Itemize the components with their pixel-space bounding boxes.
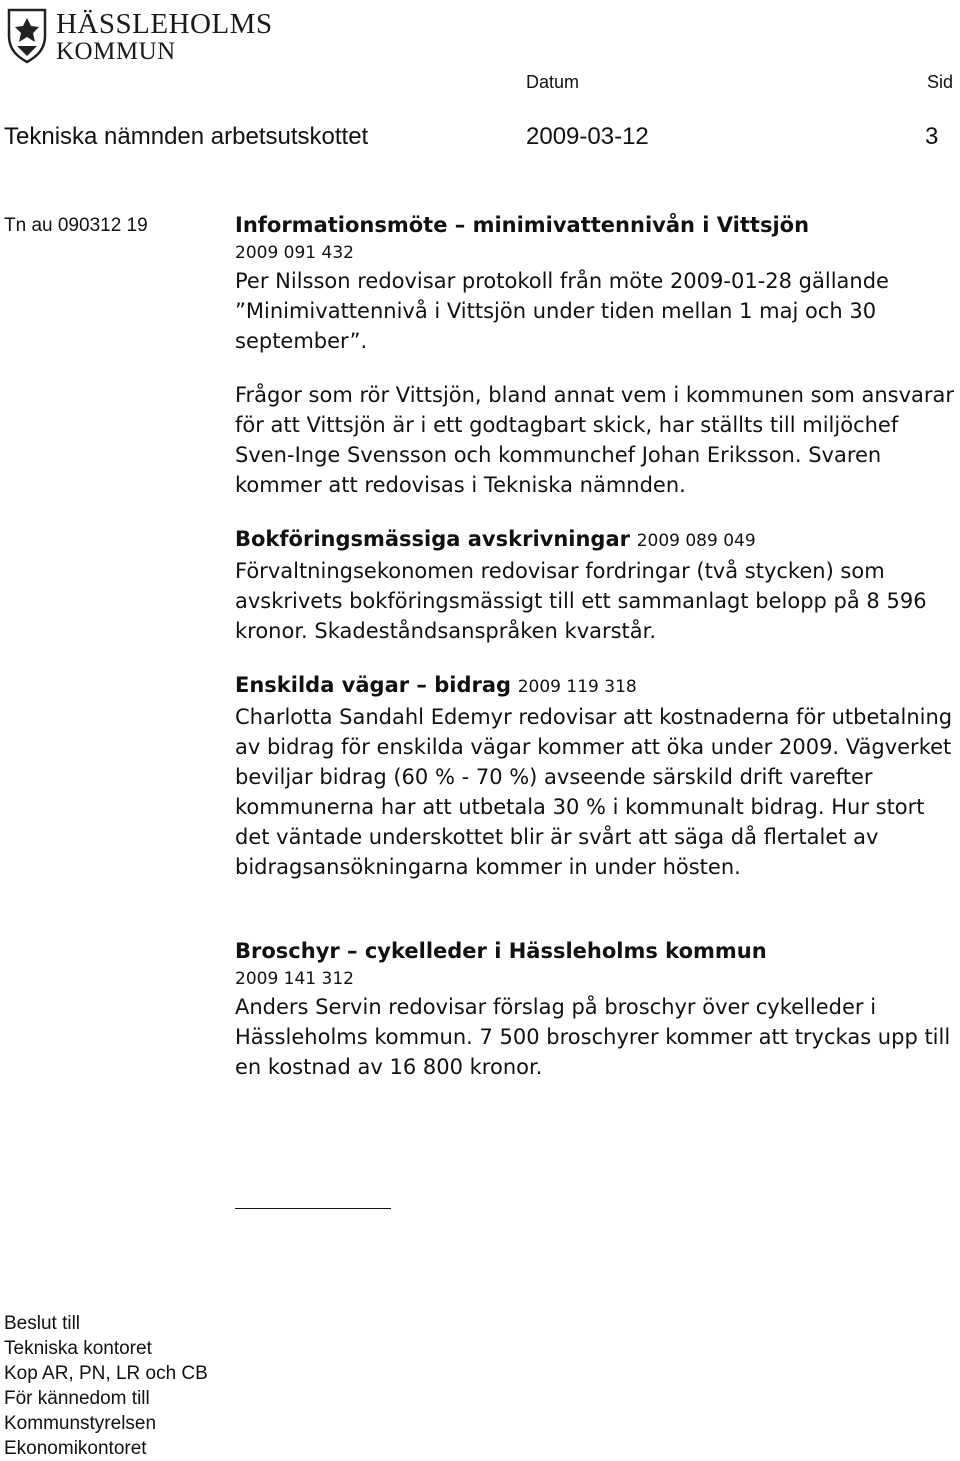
footer-line: För kännedom till [4, 1388, 150, 1409]
coat-of-arms-icon [6, 6, 48, 64]
item-4-title: Broschyr – cykelleder i Hässleholms kommun [235, 939, 767, 963]
footer-line: Beslut till [4, 1313, 81, 1334]
item-2 [235, 524, 955, 556]
item-1-text-2: Frågor som rör Vittsjön, bland annat vem i kommunen som ansvarar för att Vittsjön är i ett godtagbart skick, har ställts till miljöchef Sven-Inge Svensson och kommunchef Johan Eriksson. Svaren kommer att redovisas i Tekniska nämnden. [235, 383, 955, 497]
municipality-logo [6, 6, 273, 68]
item-2-title: Bokföringsmässiga avskrivningar [235, 527, 630, 551]
end-rule [235, 1208, 391, 1209]
item-3-text-1: Charlotta Sandahl Edemyr redovisar att kostnaderna för utbetalning av bidrag för enskilda vägar kommer att öka under 2009. Vägverket beviljar bidrag (60 % - 70 %) avseende särskild drift varefter kommunerna har att utbetala 30 % i kommunalt bidrag. Hur stort det väntade underskottet blir är svårt att säga då flertalet av bidragsansökningarna kommer in under hösten. [235, 705, 953, 879]
item-4-ref: 2009 141 312 [235, 969, 354, 989]
footer-line: Tekniska kontoret [4, 1338, 152, 1359]
item-3-ref: 2009 119 318 [517, 677, 637, 697]
item-1-ref: 2009 091 432 [235, 243, 354, 263]
minutes-content [235, 210, 955, 1082]
logo-line-2: KOMMUN [56, 38, 176, 65]
meeting-date: 2009-03-12 [526, 123, 649, 150]
distribution-list [4, 1311, 208, 1461]
sid-label: Sid [927, 72, 954, 92]
footer-line: Kommunstyrelsen [4, 1413, 157, 1434]
item-2-ref: 2009 089 049 [636, 531, 756, 551]
paragraph-number: Tn au 090312 19 [4, 215, 148, 236]
item-3-title: Enskilda vägar – bidrag [235, 673, 512, 697]
footer-line: Ekonomikontoret [4, 1438, 147, 1459]
footer-line: Kop AR, PN, LR och CB [4, 1363, 208, 1384]
datum-label: Datum [526, 72, 580, 92]
committee-name: Tekniska nämnden arbetsutskottet [4, 123, 369, 150]
item-1-text-1: Per Nilsson redovisar protokoll från möte 2009-01-28 gällande ”Minimivattennivå i Vittsjön under tiden mellan 1 maj och 30 september”. [235, 269, 889, 353]
logo-line-1: HÄSSLEHOLMS [56, 8, 273, 40]
item-2-text-1: Förvaltningsekonomen redovisar fordringar (två stycken) som avskrivets bokföringsmässigt till ett sammanlagt belopp på 8 596 kronor. Skadeståndsanspråken kvarstår. [235, 559, 927, 643]
item-1-title: Informationsmöte – minimivattennivån i Vittsjön [235, 213, 810, 237]
item-4-text-1: Anders Servin redovisar förslag på broschyr över cykelleder i Hässleholms kommun. 7 500 broschyrer kommer att tryckas upp till en kostnad av 16 800 kronor. [235, 995, 951, 1079]
page-number: 3 [925, 123, 939, 150]
item-3 [235, 670, 955, 702]
